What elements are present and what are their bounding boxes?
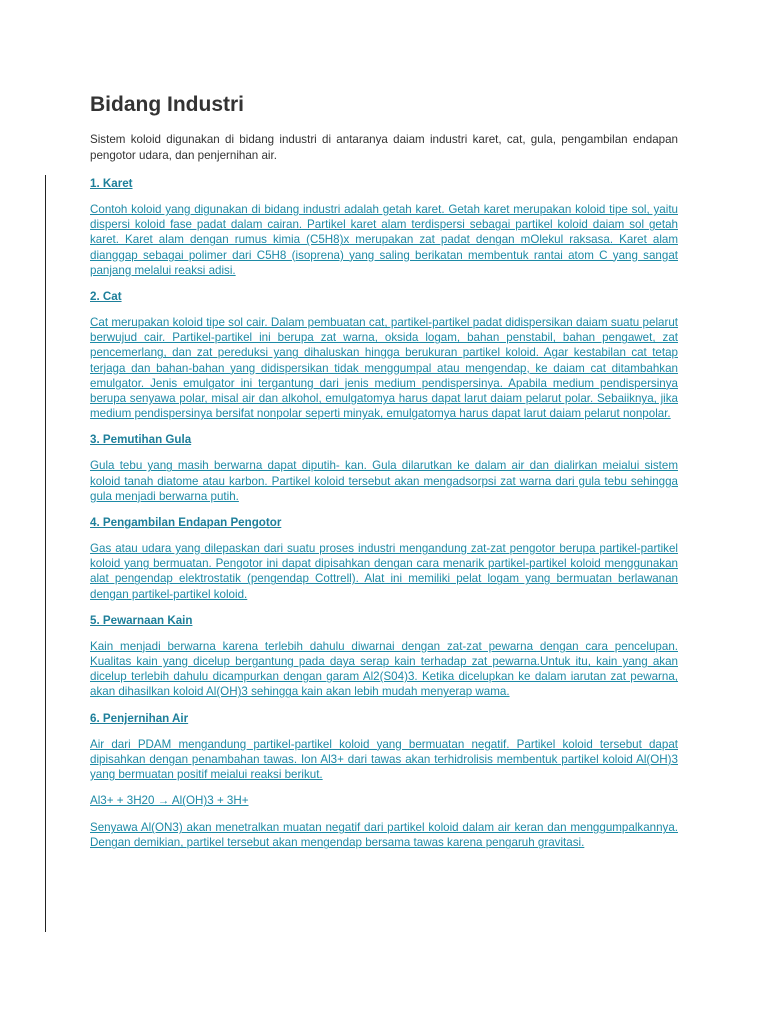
section-pewarnaan-kain [90, 613, 678, 700]
intro-paragraph: Sistem koloid digunakan di bidang industri di antaranya daiam industri karet, cat, gula, pengambilan endapan pengotor udara, dan penjernihan air. [90, 133, 678, 162]
section-heading-pewarnaan-kain[interactable]: 5. Pewarnaan Kain [90, 613, 193, 627]
section-pengambilan-endapan [90, 515, 678, 602]
section-body-penjernihan-air-2[interactable]: Senyawa Al(ON3) akan menetralkan muatan negatif dari partikel koloid dalam air keran dan menggumpalkannya. Dengan demikian, partikel tersebut akan mengendap bersama tawas karena pengaruh gravitasi. [90, 821, 678, 850]
section-body-cat[interactable]: Cat merupakan koloid tipe sol cair. Dalam pembuatan cat, partikel-partikel padat didispersikan daiam suatu pelarut berwujud cair. Partikel-partikel ini berupa zat warna, oksida logam, bahan penstabil, bahan pengawet, zat pencemerlang, dan zat pereduksi yang dihaluskan hingga berukuran partikel koloid. Agar kestabilan cat tetap terjaga dan bahan-bahan yang didispersikan tidak menggumpal atau mengendap, ke daiam cat ditambahkan emulgator. Jenis emulgator ini tergantung dari jenis medium pendispersinya. Apabila medium pendispersinya berupa senyawa polar, misal air dan alkohol, emulgatomya harus dapat larut daiam pelarut polar. Sebaiiknya, jika medium pendispersinya bersifat nonpolar seperti minyak, emulgatomya harus dapat larut daiam pelarut nonpolar. [90, 316, 678, 421]
section-heading-penjernihan-air[interactable]: 6. Penjernihan Air [90, 711, 189, 725]
page-title: Bidang Industri [90, 93, 244, 116]
section-body-pengambilan-endapan[interactable]: Gas atau udara yang dilepaskan dari suatu proses industri mengandung zat-zat pengotor berupa partikel-partikel koloid yang bermuatan. Pengotor ini dapat dipisahkan dengan cara menarik partikel-partikel koloid menggunakan alat pengendap elektrostatik (pengendap Cottrell). Alat ini memiliki pelat logam yang bermuatan berlawanan dengan partikel-partikel koloid. [90, 542, 678, 601]
section-heading-pengambilan-endapan[interactable]: 4. Pengambilan Endapan Pengotor [90, 516, 282, 530]
section-heading-pemutihan-gula[interactable]: 3. Pemutihan Gula [90, 433, 192, 447]
change-bar [45, 175, 46, 932]
section-penjernihan-air [90, 711, 678, 851]
document-page [90, 92, 678, 851]
section-body-pewarnaan-kain[interactable]: Kain menjadi berwarna karena terlebih dahulu diwarnai dengan zat-zat pewarna dengan cara pencelupan. Kualitas kain yang dicelup bergantung pada daya serap kain terhadap zat pewarna.Untuk itu, kain yang akan dicelup terlebih dahulu dicampurkan dengan garam Al2(S04)3. Ketika dicelupkan ke dalam iarutan zat pewarna, akan dihasilkan koloid Al(OH)3 sehingga kain akan lebih mudah menyerap wama. [90, 639, 678, 699]
section-karet [90, 176, 678, 278]
section-body-penjernihan-air[interactable]: Air dari PDAM mengandung partikel-partikel koloid yang bermuatan negatif. Partikel koloid tersebut dapat dipisahkan dengan penambahan tawas. Ion Al3+ dari tawas akan terhidrolisis membentuk partikel koloid Al(OH)3 yang bermuatan positif meialui reaksi berikut. [90, 737, 678, 782]
reaction-equation[interactable]: Al3+ + 3H20 → Al(OH)3 + 3H+ [90, 794, 249, 808]
section-heading-cat[interactable]: 2. Cat [90, 290, 122, 304]
section-body-karet[interactable]: Contoh koloid yang digunakan di bidang industri adalah getah karet. Getah karet merupakan koloid tipe sol, yaitu dispersi koloid fase padat dalam cairan. Partikel karet alam terdispersi sebagai partikel koloid daiam sol getah karet. Karet alam dengan rumus kimia (C5H8)x merupakan zat padat dengan mOlekul raksasa. Karet alam dianggap sebagai polimer dari C5H8 (isoprena) yang saling berikatan membentuk rantai atom C yang sangat panjang melalui reaksi adisi. [90, 203, 678, 277]
section-pemutihan-gula [90, 432, 678, 504]
section-heading-karet[interactable]: 1. Karet [90, 177, 133, 190]
section-cat [90, 289, 678, 421]
section-body-pemutihan-gula[interactable]: Gula tebu yang masih berwarna dapat diputih- kan. Gula dilarutkan ke dalam air dan dialirkan meialui sistem koloid tanah diatome atau karbon. Partikel koloid tersebut akan mengadsorpsi zat warna dari gula tebu sehingga gula menjadi berwarna putih. [90, 459, 678, 503]
